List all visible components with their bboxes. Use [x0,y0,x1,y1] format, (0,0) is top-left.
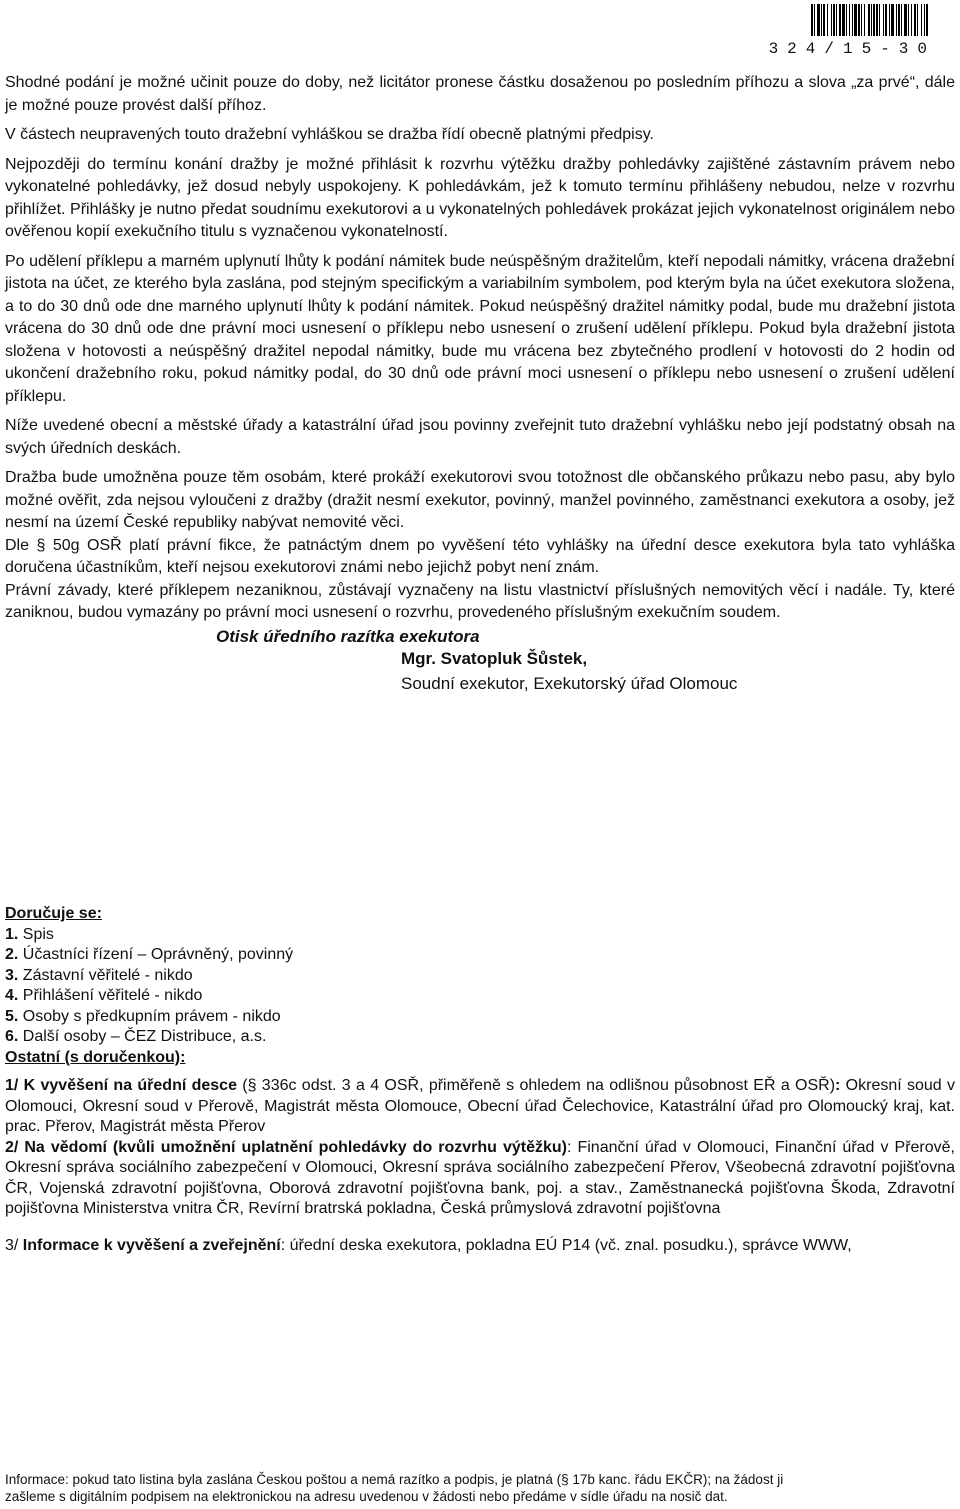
list-item-number: 3. [5,966,19,984]
delivery-list [5,925,955,1048]
footer-line: Informace: pokud tato listina byla zaslána Českou poštou a nemá razítko a podpis, je platná (§ 17b kanc. řádu EKČR); na žádost ji [5,1472,784,1487]
list-item-number: 4. [5,987,19,1004]
signature-role: Soudní exekutor, Exekutorský úřad Olomouc [401,673,738,693]
section-legal-reference: (§ 336c odst. 3 a 4 OSŘ, přiměřeně s ohledem na odlišnou působnost EŘ a OSŘ) [236,1077,836,1094]
list-item-text: Přihlášení věřitelé - nikdo [18,987,203,1004]
section-recipients: Okresní soud v Olomouci, Okresní soud v Přerově, Magistrát města Olomouce, Obecní úřad Čelechovice, Katastrální úřad pro Olomoucký kraj, kat. prac. Přerov, Magistrát města Přerov [5,1077,956,1135]
list-item-number: 6. [5,1028,19,1045]
list-item-number: 5. [5,1007,19,1025]
section-title: 1/ K vyvěšení na úřední desce [5,1077,237,1094]
section-prefix: 3/ [5,1236,23,1254]
paragraph-claims-registration: Nejpozději do termínu konání dražby je možné přihlásit k rozvrhu výtěžku dražby pohledávky zajištěné zástavním právem nebo vykonatelné pohledávky, jež dosud nebyly uspokojeny. K pohledávkám, jež k tomuto termínu přihlášeny nebudou, nelze v rozvrhu přihlížet. Přihlášky je nutno předat soudnímu exekutorovi a u vykonatelných pohledávek prokázat jejich vykonatelnost originálem nebo ověřenou kopií exekučního titulu s vyznačenou vykonatelností. [5,155,955,240]
section-public-board [5,1076,955,1138]
list-item-text: Zástavní věřitelé - nikdo [18,966,193,984]
barcode-number: 324/15-30 [768,40,936,58]
section-publication-info [5,1236,955,1257]
stamp-note: Otisk úředního razítka exekutora [216,626,480,646]
list-item [5,925,955,946]
list-item-text: Osoby s předkupním právem - nikdo [18,1007,281,1025]
list-item-text: Další osoby – ČEZ Distribuce, a.s. [18,1028,267,1045]
section-title: 2/ Na vědomí (kvůli umožnění uplatnění pohledávky do rozvrhu výtěžku) [5,1138,567,1156]
section-recipients: : úřední deska exekutora, pokladna EÚ P14 (vč. znal. posudku.), správce WWW, [280,1236,852,1254]
list-item [5,966,955,987]
list-item-number: 1. [5,925,19,943]
footer-line: zašleme s digitálním podpisem na elektronickou na adresu uvedenou v žádosti nebo předáme v sídle úřadu na nosič dat. [5,1489,728,1504]
delivery-heading: Doručuje se: [5,905,102,922]
paragraph-general-rules: V částech neupravených touto dražební vyhláškou se dražba řídí obecně platnými předpisy. [5,126,654,143]
section-colon: : [835,1077,841,1094]
paragraph-legal-fiction: Dle § 50g OSŘ platí právní fikce, že patnáctým dnem po vyvěšení této vyhlášky na úřední desce exekutora byla tato vyhláška doručena účastníkům, kteří nejsou exekutorovi známi nebo jejichž pobyt není znám. [5,536,955,576]
barcode-bars [712,4,930,36]
list-item [5,986,955,1007]
barcode-bar [928,4,930,36]
paragraph-equal-bid: Shodné podání je možné učinit pouze do doby, než licitátor pronese částku dosaženou po posledním příhozu a slova „za prvé“, dále je možné pouze provést další příhoz. [5,74,955,114]
document-barcode [712,4,936,58]
paragraph-identity-check: Dražba bude umožněna pouze těm osobám, které prokáží exekutorovi svou totožnost dle občanského průkazu nebo pasu, aby bylo možné ověřit, zda nejsou vyloučeni z dražby (dražit nesmí exekutor, povinný, manžel povinného, zaměstnanci exekutora a osoby, jež nesmí na území České republiky nabývat nemovité věci. [5,469,955,531]
paragraph-legal-defects: Právní závady, které příklepem nezaniknou, zůstávají vyznačeny na listu vlastnictví příslušných nemovitých věcí i nadále. Ty, které zaniknou, budou vymazány po právní moci usnesení o rozvrhu, provedeného příslušným exekučním soudem. [5,581,955,621]
other-delivery-heading: Ostatní (s doručenkou): [5,1048,186,1066]
footer-note [5,1471,955,1505]
section-recipients: : Finanční úřad v Olomouci, Finanční úřad v Přerově, Okresní správa sociálního zabezpečení v Olomouci, Okresní správa sociálního zabezpečení Přerov, Všeobecná zdravotní pojišťovna ČR, Vojenská zdravotní pojišťovna, Oborová zdravotní pojišťovna bank, poj. a stav., Zaměstnanecká pojišťovna Škoda, Zdravotní pojišťovna Ministerstva vnitra ČR, Revírní bratrská pokladna, Česká průmyslová zdravotní pojišťovna [5,1138,956,1217]
paragraph-deposit-return: Po udělení příklepu a marném uplynutí lhůty k podání námitek bude neúspěšným dražitelům, kteří nepodali námitky, vrácena dražební jistota na účet, ze kterého byla zaslána, pod stejným specifickým a variabilním symbolem, pod kterým byla na účet exekutora složena, a to do 30 dnů ode dne marného uplynutí lhůty k podání námitek. Pokud neúspěšný dražitel námitky podal, bude mu dražební jistota vrácena do 30 dnů ode dne právní moci usnesení o příklepu nebo usnesení o zrušení udělení příklepu. Pokud byla dražební jistota složena v hotovosti a neúspěšný dražitel nepodal námitky, bude mu vrácena bez zbytečného prodlení v hotovosti do 2 hodin od ukončení dražebního roku, pokud námitky podal, do 30 dnů ode právní moci usnesení o příklepu nebo usnesení o zrušení udělení příklepu. [5,252,955,405]
list-item-number: 2. [5,946,19,963]
list-item-text: Účastníci řízení – Oprávněný, povinný [18,946,294,963]
list-item [5,1007,955,1028]
signature-name: Mgr. Svatopluk Šůstek, [401,649,588,668]
paragraph-publication-duty: Níže uvedené obecní a městské úřady a katastrální úřad jsou povinny zveřejnit tuto dražební vyhlášku nebo její podstatný obsah na svých úředních deskách. [5,417,955,457]
list-item-text: Spis [18,925,54,943]
list-item [5,1027,955,1048]
document-body [5,72,955,695]
section-for-information [5,1138,955,1220]
section-title: Informace k vyvěšení a zveřejnění [22,1236,281,1254]
list-item [5,945,955,966]
delivery-section [5,904,955,1256]
